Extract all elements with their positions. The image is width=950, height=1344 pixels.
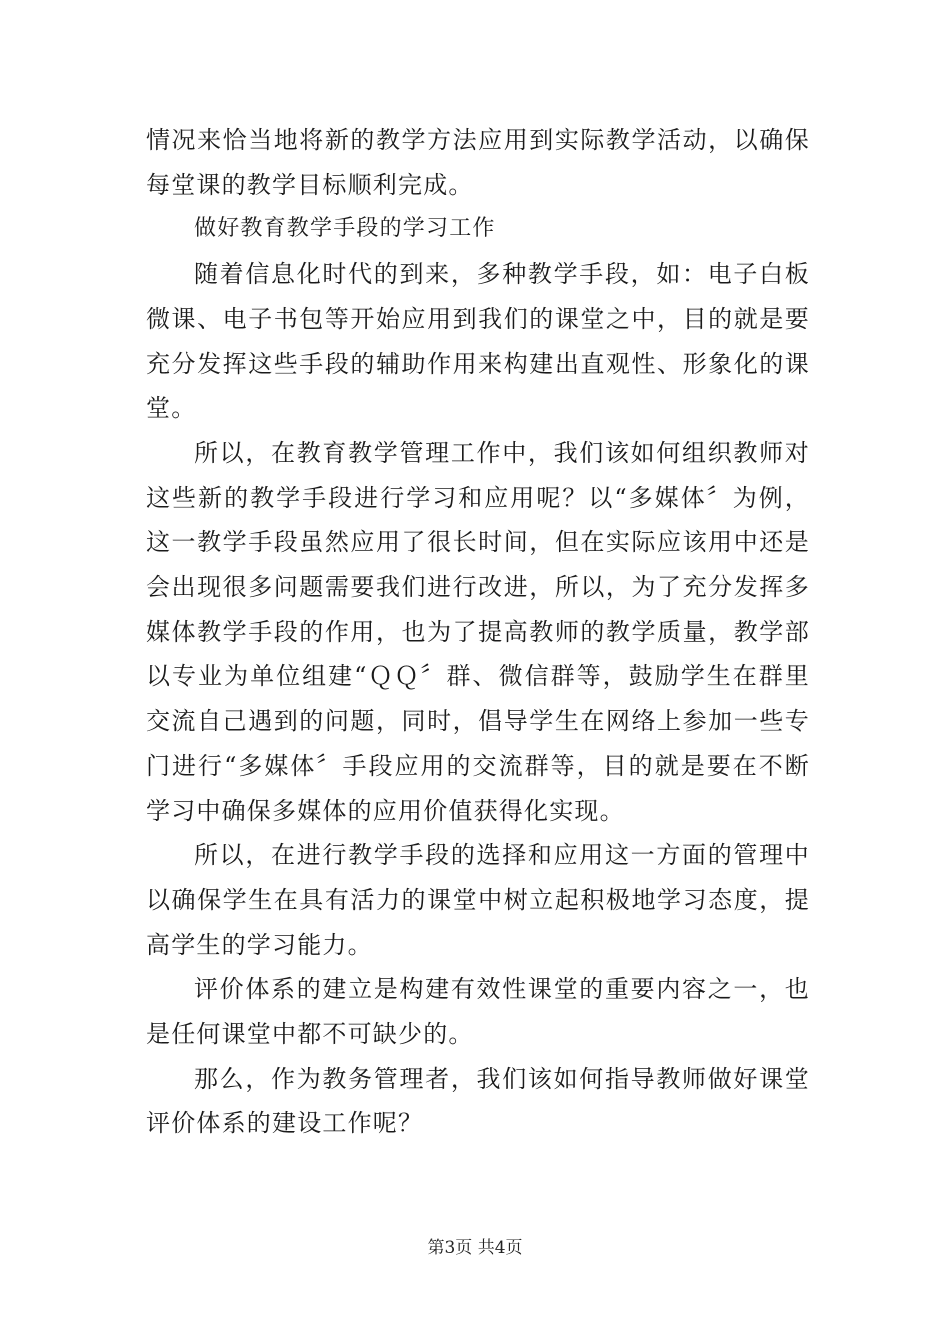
- paragraph: 随着信息化时代的到来，多种教学手段，如：电子白板微课、电子书包等开始应用到我们的课堂之中，目的就是要充分发挥这些手段的辅助作用来构建出直观性、形象化的课堂。: [146, 260, 810, 423]
- paragraph: 评价体系的建立是构建有效性课堂的重要内容之一，也是任何课堂中都不可缺少的。: [146, 975, 810, 1049]
- paragraph: 所以，在教育教学管理工作中，我们该如何组织教师对这些新的教学手段进行学习和应用呢？以“多媒体〞为例，这一教学手段虽然应用了很长时间，但在实际应该用中还是会出现很多问题需要我们进行改进，所以，为了充分发挥多媒体教学手段的作用，也为了提高教师的教学质量，教学部以专业为单位组建“ＱＱ〞群、微信群等，鼓励学生在群里交流自己遇到的问题，同时，倡导学生在网络上参加一些专门进行“多媒体〞手段应用的交流群等，目的就是要在不断学习中确保多媒体的应用价值获得化实现。: [146, 438, 810, 825]
- document-body: [146, 118, 810, 1146]
- page-footer: [0, 1233, 950, 1258]
- paragraph: 那么，作为教务管理者，我们该如何指导教师做好课堂评价体系的建设工作呢？: [146, 1064, 810, 1138]
- paragraph-continuation: 情况来恰当地将新的教学方法应用到实际教学活动，以确保每堂课的教学目标顺利完成。: [146, 126, 810, 199]
- section-heading: 做好教育教学手段的学习工作: [194, 216, 496, 242]
- paragraph: 所以，在进行教学手段的选择和应用这一方面的管理中以确保学生在具有活力的课堂中树立起积极地学习态度，提高学生的学习能力。: [146, 841, 810, 959]
- page-number: 第3页 共4页: [427, 1238, 523, 1258]
